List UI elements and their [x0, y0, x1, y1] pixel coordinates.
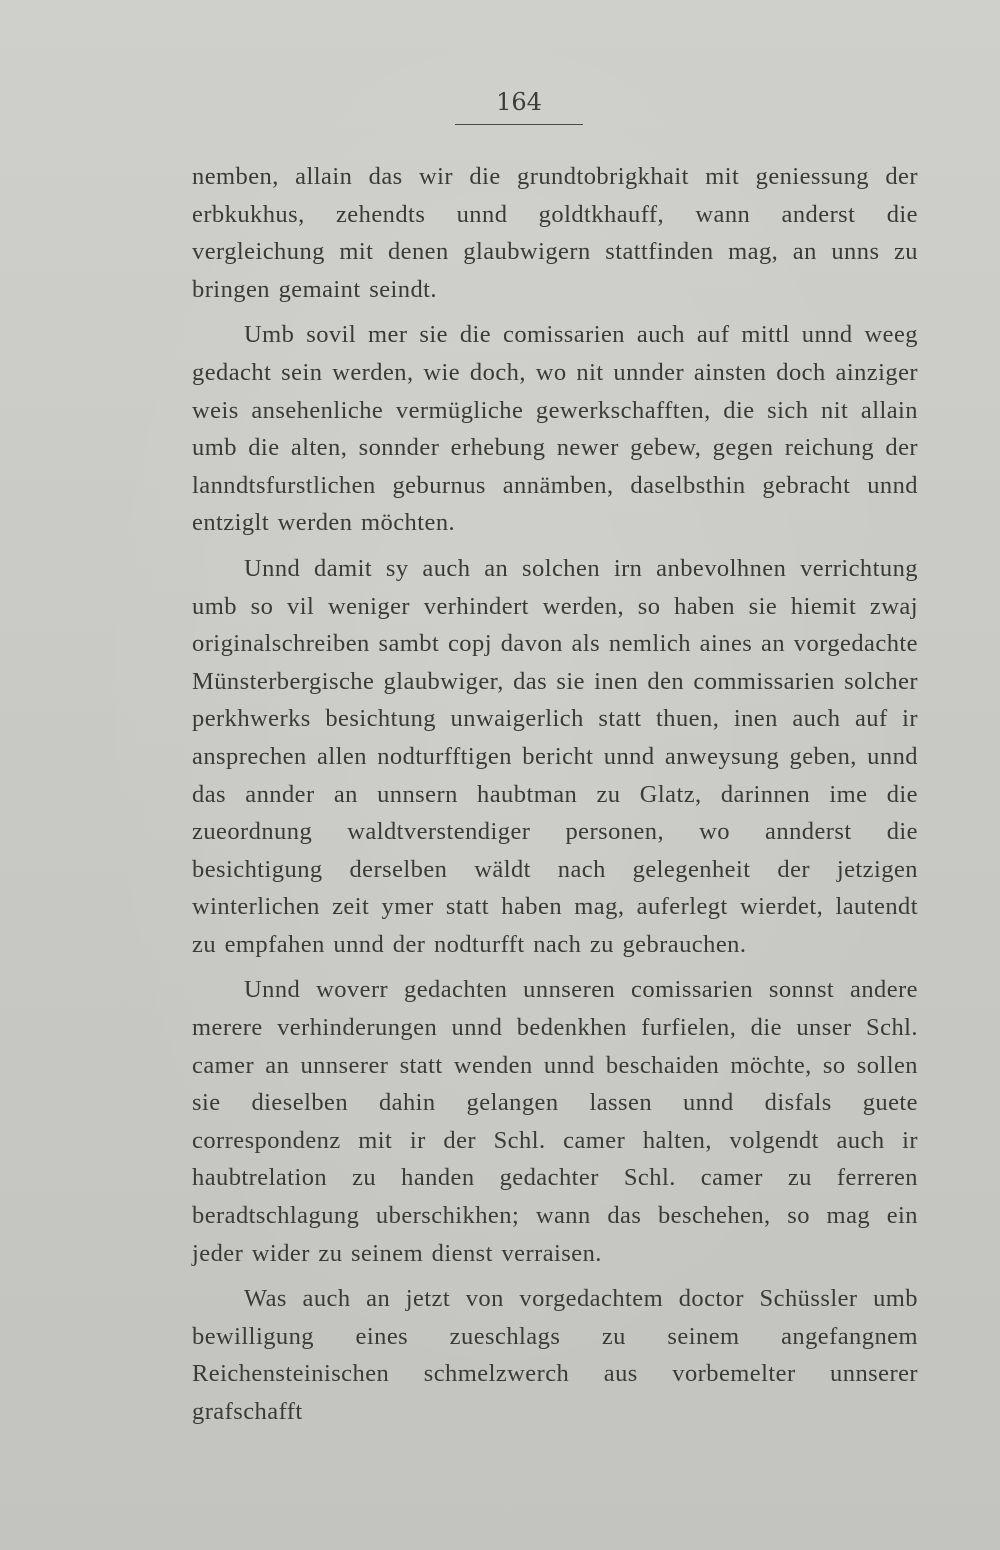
page-number: 164	[496, 88, 542, 116]
body-text	[192, 158, 918, 1431]
page-number-rule	[455, 124, 583, 125]
paragraph: Unnd damit sy auch an solchen irn anbevolhnen verrichtung umb so vil weniger verhindert werden, so haben sie hiemit zwaj originalschreiben sambt copj davon als nemlich aines an vorgedachte Münsterbergische glaubwiger, das sie inen den commissarien solcher perkhwerks besichtung unwaigerlich statt thuen, inen auch auf ir ansprechen allen nodturfftigen bericht unnd anweysung geben, unnd das annder an unnsern haubtman zu Glatz, darinnen ime die zueordnung waldtverstendiger personen, wo annderst die besichtigung derselben wäldt nach gelegenheit der jetzigen winterlichen zeit ymer statt haben mag, auferlegt wierdet, lautendt zu empfahen unnd der nodturfft nach zu gebrauchen.	[192, 554, 918, 958]
paragraph: Umb sovil mer sie die comissarien auch auf mittl unnd weeg gedacht sein werden, wie doch, wo nit unnder ainsten doch ainziger weis ansehenliche vermügliche gewerkschafften, die sich nit allain umb die alten, sonnder erhebung newer gebew, gegen reichung der lanndtsfurstlichen geburnus annämben, daselbsthin gebracht unnd entziglt werden möchten.	[192, 321, 918, 537]
paragraph-continuation: nemben, allain das wir die grundtobrigkhait mit geniessung der erbkukhus, zehendts unnd goldtkhauff, wann anderst die vergleichung mit denen glaubwigern stattfinden mag, an unns zu bringen gemaint seindt.	[192, 163, 918, 303]
paragraph: Was auch an jetzt von vorgedachtem doctor Schüssler umb bewilligung eines zueschlags zu seinem angefangnem Reichensteinischen schmelzwerch aus vorbemelter unnserer grafschafft	[192, 1285, 918, 1425]
paragraph: Unnd woverr gedachten unnseren comissarien sonnst andere merere verhinderungen unnd bedenkhen furfielen, die unser Schl. camer an unnserer statt wenden unnd beschaiden möchte, so sollen sie dieselben dahin gelangen lassen unnd disfals guete correspondenz mit ir der Schl. camer halten, volgendt auch ir haubtrelation zu handen gedachter Schl. camer zu ferreren beradtschlagung uberschikhen; wann das beschehen, so mag ein jeder wider zu seinem dienst verraisen.	[192, 976, 918, 1267]
